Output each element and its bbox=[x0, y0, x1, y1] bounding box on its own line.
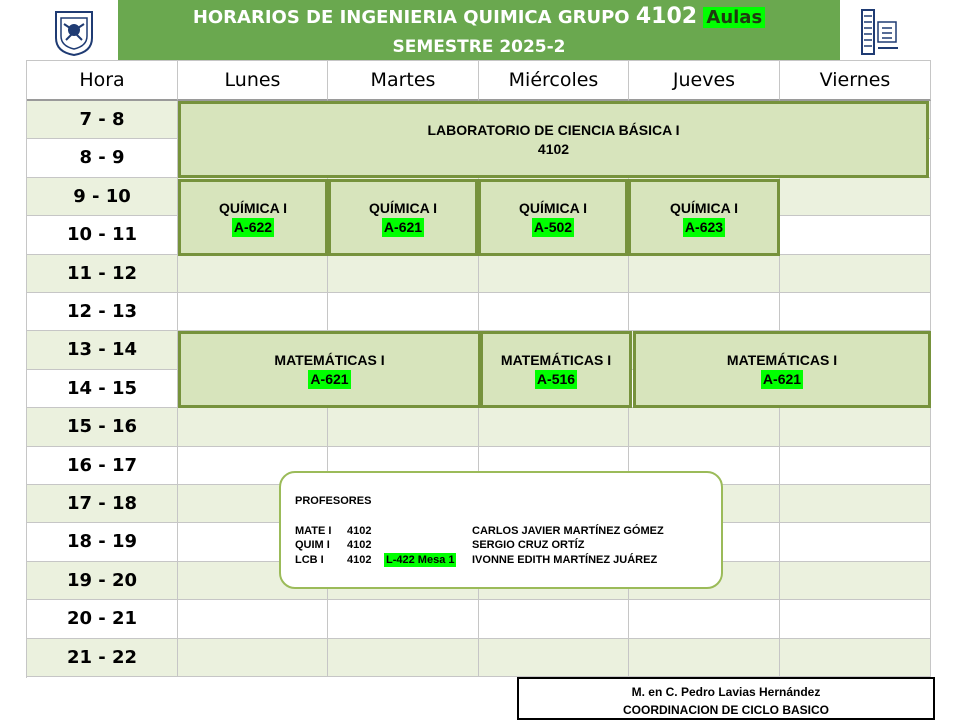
room-badge: A-516 bbox=[536, 370, 576, 387]
class-block-quimica-miercoles bbox=[478, 179, 628, 256]
hour-label: 11 - 12 bbox=[27, 255, 178, 293]
schedule-cell bbox=[479, 408, 629, 447]
column-header-jueves: Jueves bbox=[629, 61, 780, 101]
room-badge: A-622 bbox=[233, 218, 273, 235]
hour-label: 17 - 18 bbox=[27, 485, 178, 523]
professor-subject: LCB I bbox=[295, 554, 324, 566]
class-block-quimica-martes bbox=[328, 179, 478, 256]
professor-subject: MATE I bbox=[295, 525, 332, 537]
professor-name: CARLOS JAVIER MARTÍNEZ GÓMEZ bbox=[472, 525, 664, 537]
hour-label: 10 - 11 bbox=[27, 216, 178, 255]
schedule-cell bbox=[780, 255, 931, 293]
hour-label: 9 - 10 bbox=[27, 178, 178, 216]
schedule-cell bbox=[178, 408, 328, 447]
schedule-cell bbox=[178, 255, 328, 293]
schedule-cell bbox=[780, 293, 931, 331]
schedule-cell bbox=[629, 293, 780, 331]
class-block-matematicas-lunes-martes bbox=[178, 331, 481, 408]
professor-row bbox=[295, 524, 715, 538]
column-header-lunes: Lunes bbox=[178, 61, 328, 101]
block-subject: QUÍMICA I bbox=[219, 199, 287, 216]
coordinator-footer bbox=[517, 677, 935, 720]
schedule-cell bbox=[328, 639, 479, 677]
schedule-cell bbox=[629, 408, 780, 447]
page-title bbox=[118, 4, 840, 31]
class-block-matematicas-miercoles bbox=[480, 331, 632, 408]
hour-label: 18 - 19 bbox=[27, 523, 178, 562]
schedule-cell bbox=[479, 255, 629, 293]
schedule-cell bbox=[479, 600, 629, 639]
schedule-cell bbox=[780, 639, 931, 677]
hour-label: 13 - 14 bbox=[27, 331, 178, 370]
professor-group: 4102 bbox=[347, 525, 372, 537]
professor-group: 4102 bbox=[347, 539, 372, 551]
professor-group: 4102 bbox=[347, 554, 372, 566]
schedule-cell bbox=[178, 600, 328, 639]
coordinator-office: COORDINACION DE CICLO BASICO bbox=[622, 703, 829, 717]
schedule-cell bbox=[178, 639, 328, 677]
block-subject: MATEMÁTICAS I bbox=[500, 351, 612, 368]
semester-label: SEMESTRE 2025-2 bbox=[392, 37, 566, 57]
class-block-quimica-jueves bbox=[628, 179, 780, 256]
column-header-miercoles: Miércoles bbox=[479, 61, 629, 101]
schedule-cell bbox=[780, 562, 931, 600]
block-subject: QUÍMICA I bbox=[369, 199, 437, 216]
fes-logo-icon bbox=[858, 8, 902, 58]
block-subject: MATEMÁTICAS I bbox=[274, 351, 385, 368]
hour-label: 14 - 15 bbox=[27, 370, 178, 408]
room-badge: A-502 bbox=[533, 218, 573, 235]
schedule-cell bbox=[780, 408, 931, 447]
class-block-quimica-lunes bbox=[178, 179, 328, 256]
title-text: HORARIOS DE INGENIERIA QUIMICA GRUPO bbox=[192, 7, 630, 28]
schedule-cell bbox=[780, 447, 931, 485]
block-group: 4102 bbox=[537, 140, 570, 157]
column-header-martes: Martes bbox=[328, 61, 479, 101]
schedule-cell bbox=[780, 600, 931, 639]
block-subject: MATEMÁTICAS I bbox=[726, 351, 838, 368]
unam-crest-icon bbox=[52, 8, 96, 56]
hour-label: 7 - 8 bbox=[27, 101, 178, 139]
column-header-viernes: Viernes bbox=[780, 61, 931, 101]
block-subject: QUÍMICA I bbox=[519, 199, 587, 216]
professor-row bbox=[295, 538, 715, 552]
room-badge: A-621 bbox=[762, 370, 802, 387]
schedule-cell bbox=[328, 600, 479, 639]
room-badge: A-621 bbox=[310, 370, 349, 387]
hour-label: 20 - 21 bbox=[27, 600, 178, 639]
professors-title: PROFESORES bbox=[295, 495, 372, 507]
hour-label: 8 - 9 bbox=[27, 139, 178, 178]
class-block-matematicas-jueves-viernes bbox=[633, 331, 931, 408]
hour-label: 19 - 20 bbox=[27, 562, 178, 600]
hour-label: 21 - 22 bbox=[27, 639, 178, 677]
aulas-label: Aulas bbox=[703, 7, 765, 28]
coordinator-name: M. en C. Pedro Lavias Hernández bbox=[631, 685, 821, 699]
schedule-cell bbox=[629, 639, 780, 677]
room-badge: A-623 bbox=[684, 218, 724, 235]
schedule-cell bbox=[178, 293, 328, 331]
block-subject: LABORATORIO DE CIENCIA BÁSICA I bbox=[427, 121, 680, 138]
professor-aula: L-422 Mesa 1 bbox=[386, 554, 455, 566]
hour-label: 15 - 16 bbox=[27, 408, 178, 447]
schedule-cell bbox=[780, 523, 931, 562]
professor-subject: QUIM I bbox=[295, 539, 330, 551]
room-badge: A-621 bbox=[383, 218, 423, 235]
schedule-cell bbox=[780, 216, 931, 255]
schedule-cell bbox=[780, 178, 931, 216]
schedule-cell bbox=[479, 293, 629, 331]
schedule-cell bbox=[479, 639, 629, 677]
schedule-cell bbox=[328, 293, 479, 331]
professor-name: SERGIO CRUZ ORTÍZ bbox=[472, 539, 585, 551]
schedule-cell bbox=[328, 408, 479, 447]
class-block-lab-ciencia-basica bbox=[178, 101, 929, 178]
schedule-cell bbox=[780, 485, 931, 523]
group-number: 4102 bbox=[635, 4, 698, 29]
column-header-hora: Hora bbox=[27, 61, 178, 101]
professor-name: IVONNE EDITH MARTÍNEZ JUÁREZ bbox=[472, 554, 658, 566]
schedule-cell bbox=[328, 255, 479, 293]
schedule-cell bbox=[629, 600, 780, 639]
professors-box bbox=[279, 471, 723, 589]
hour-label: 16 - 17 bbox=[27, 447, 178, 485]
title-band bbox=[118, 0, 840, 60]
block-subject: QUÍMICA I bbox=[670, 199, 738, 216]
professor-row bbox=[295, 553, 715, 567]
hour-label: 12 - 13 bbox=[27, 293, 178, 331]
schedule-cell bbox=[629, 255, 780, 293]
